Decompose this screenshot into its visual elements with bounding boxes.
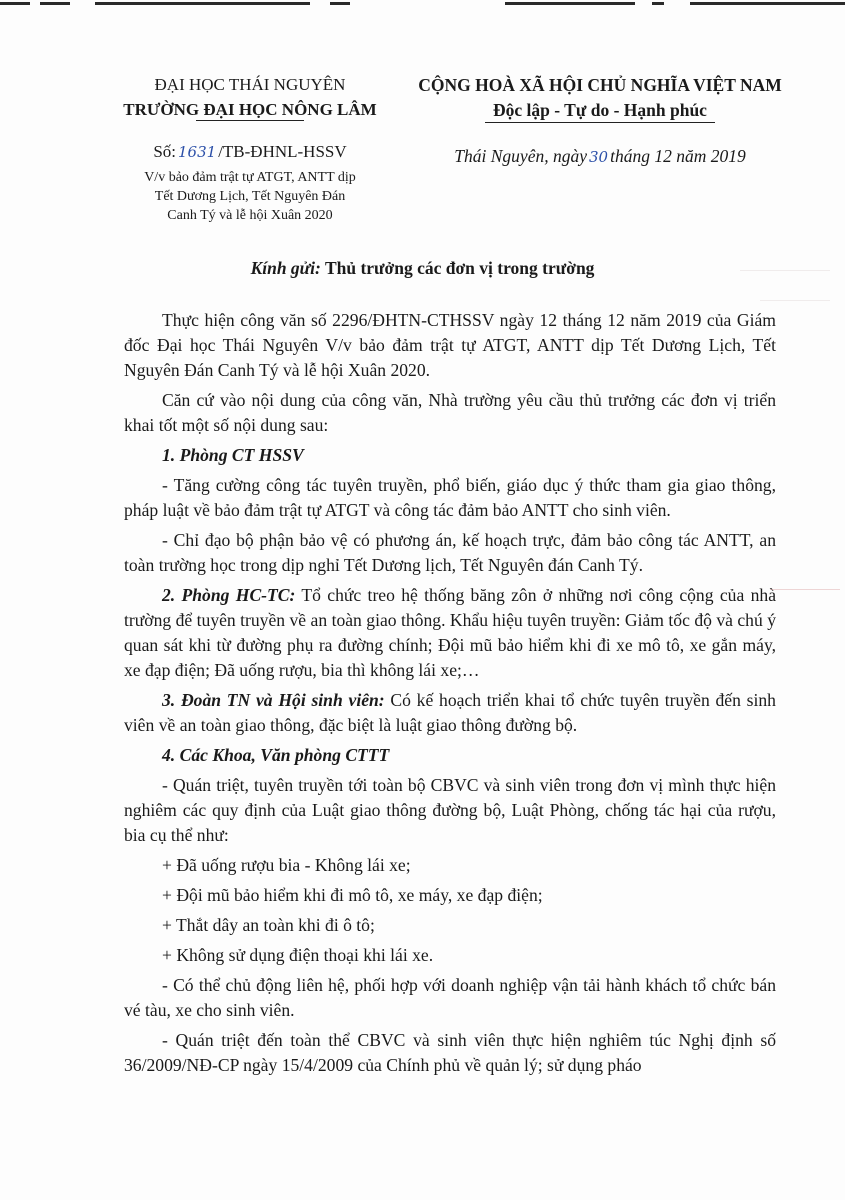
recipient-name: Thủ trưởng các đơn vị trong trường — [324, 258, 595, 278]
recipient-prefix: Kính gửi: — [250, 258, 321, 278]
section-paragraph — [124, 688, 776, 738]
document-body — [124, 308, 776, 1083]
date-day-handwritten: 30 — [588, 148, 609, 166]
paragraph-intro: Thực hiện công văn số 2296/ĐHTN-CTHSSV ngày 12 tháng 12 năm 2019 của Giám đốc Đại học Thái Nguyên V/v bảo đảm trật tự ATGT, ANTT dịp Tết Dương Lịch, Tết Nguyên Đán Canh Tý và lễ hội Xuân 2020. — [124, 310, 776, 381]
bullet-item: + Đội mũ bảo hiểm khi đi mô tô, xe máy, xe đạp điện; — [162, 884, 543, 905]
school-name: TRƯỜNG ĐẠI HỌC NÔNG LÂM — [123, 100, 377, 119]
bullet-item: + Đã uống rượu bia - Không lái xe; — [162, 855, 411, 876]
doc-number-handwritten: 1631 — [178, 143, 217, 161]
national-header — [400, 72, 800, 122]
paragraph: - Chỉ đạo bộ phận bảo vệ có phương án, kế hoạch trực, đảm bảo công tác ANTT, an toàn trường học trong dịp nghỉ Tết Dương lịch, Tết Nguyên đán Canh Tý. — [124, 529, 776, 576]
bullet-item: + Thắt dây an toàn khi đi ô tô; — [162, 914, 375, 935]
doc-number-suffix: /TB-ĐHNL-HSSV — [218, 142, 347, 161]
issuer-block — [100, 72, 400, 122]
section-title: 3. Đoàn TN và Hội sinh viên: — [162, 690, 385, 711]
section-title: 1. Phòng CT HSSV — [162, 445, 304, 466]
school-underline — [196, 120, 304, 121]
section-paragraph — [124, 583, 776, 683]
paragraph: - Quán triệt, tuyên truyền tới toàn bộ CBVC và sinh viên trong đơn vị mình thực hiện nghiêm các quy định của Luật giao thông đường bộ, Luật Phòng, chống tác hại của rượu, bia cụ thể như: — [124, 774, 776, 846]
document-number — [100, 142, 400, 162]
paragraph: - Tăng cường công tác tuyên truyền, phổ biến, giáo dục ý thức tham gia giao thông, pháp luật về bảo đảm trật tự ATGT và công tác đảm bảo ANTT cho sinh viên. — [124, 474, 776, 521]
bleed-through-mark — [740, 270, 830, 271]
bleed-through-mark — [760, 300, 830, 301]
paragraph: - Có thể chủ động liên hệ, phối hợp với doanh nghiệp vận tải hành khách tổ chức bán vé tàu, xe cho sinh viên. — [124, 974, 776, 1020]
bullet-item: + Không sử dụng điện thoại khi lái xe. — [162, 944, 434, 965]
subject-line: Tết Dương Lịch, Tết Nguyên Đán — [154, 189, 346, 204]
subject-line: Canh Tý và lễ hội Xuân 2020 — [167, 208, 333, 223]
date-prefix: Thái Nguyên, ngày — [454, 146, 587, 166]
doc-number-prefix: Số: — [153, 142, 177, 161]
subject-block — [120, 168, 380, 225]
scan-edge-marks — [0, 0, 845, 8]
date-line — [400, 146, 800, 167]
section-text: Tổ chức treo hệ thống băng zôn ở những nơi công cộng của nhà trường để tuyên truyền về an toàn giao thông. Khẩu hiệu tuyên truyền: Giảm tốc độ và chú ý quan sát khi từ đường phụ ra đường chính; Đội mũ bảo hiểm khi đi xe mô tô, xe gắn máy, xe đạp điện; Đã uống rượu, bia thì không lái xe;… — [124, 584, 776, 681]
org-name: ĐẠI HỌC THÁI NGUYÊN — [154, 75, 346, 94]
section-title: 2. Phòng HC-TC: — [162, 584, 296, 605]
national-motto: Độc lập - Tự do - Hạnh phúc — [493, 100, 707, 120]
bleed-through-mark — [770, 575, 840, 590]
motto-underline — [485, 122, 715, 123]
date-suffix: tháng 12 năm 2019 — [610, 146, 746, 166]
section-title: 4. Các Khoa, Văn phòng CTTT — [162, 745, 390, 766]
paragraph-basis: Căn cứ vào nội dung của công văn, Nhà trường yêu cầu thủ trưởng các đơn vị triển khai tốt một số nội dung sau: — [124, 390, 776, 436]
section-text: Có kế hoạch triển khai tổ chức tuyên truyền đến sinh viên về an toàn giao thông, đặc biệt là luật giao thông đường bộ. — [124, 690, 776, 736]
subject-line: V/v bảo đảm trật tự ATGT, ANTT dịp — [144, 170, 356, 185]
paragraph: - Quán triệt đến toàn thể CBVC và sinh viên thực hiện nghiêm túc Nghị định số 36/2009/NĐ-CP ngày 15/4/2009 của Chính phủ về quản lý; sử dụng pháo — [124, 1029, 776, 1075]
nation-title: CỘNG HOÀ XÃ HỘI CHỦ NGHĨA VIỆT NAM — [418, 75, 782, 95]
recipient-line — [100, 258, 745, 279]
